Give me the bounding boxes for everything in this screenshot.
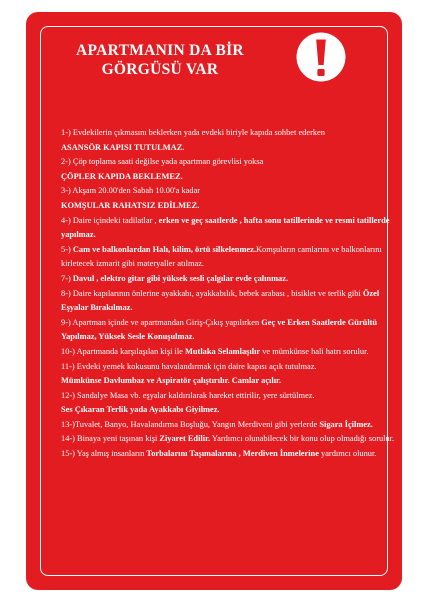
- rule-emphasis: ÇÖPLER KAPIDA BEKLEMEZ.: [61, 171, 183, 181]
- rule-text: Yardımcı olunabilecek bir konu olup olmadığı sorulur.: [210, 434, 395, 444]
- rule-item: [61, 432, 397, 447]
- rule-text: 2-) Çöp toplama saati değilse yada apartman görevlisi yoksa: [61, 157, 264, 167]
- rule-text: 11-) Evdeki yemek kokusunu havalandırmak için daire kapısı açık tutulmaz.: [61, 361, 317, 371]
- rule-text: Komşuların camlarını ve balkonlarını kirletecek izmarit gibi materyaller atılmaz.: [61, 244, 382, 269]
- rule-text: 9-) Apartman içinde ve apartmandan Giriş-Çıkış yapılırken: [61, 317, 262, 327]
- rule-item: [61, 389, 397, 418]
- rules-list: [61, 126, 397, 462]
- rule-item: [61, 447, 397, 462]
- rule-emphasis: KOMŞULAR RAHATSIZ EDİLMEZ.: [61, 200, 200, 210]
- sign-title-line2: GÖRGÜSÜ VAR: [101, 61, 219, 78]
- rule-text: 13-)Tuvalet, Banyo, Havalandırma Boşluğu, Yangın Merdiveni gibi yerlerde: [61, 419, 320, 429]
- rule-emphasis: Ses Çıkaran Terlik yada Ayakkabı Giyilmez.: [61, 405, 220, 415]
- rule-text: 7-): [61, 273, 73, 283]
- rule-emphasis: Geç ve Erken Saatlerde Gürültü Yapılmaz, Yüksek Sesle Konuşulmaz.: [61, 317, 378, 342]
- rule-emphasis: Sigara İçilmez.: [319, 419, 373, 429]
- rule-text: 15-) Yaş almış insanların: [61, 449, 147, 459]
- rule-text: yardımcı olunur.: [318, 449, 377, 459]
- sign-title: [50, 41, 270, 79]
- rule-text: 5-): [61, 244, 73, 254]
- rule-item: [61, 272, 397, 287]
- sign-title-line1: APARTMANIN DA BİR: [76, 42, 244, 59]
- rule-item: [61, 360, 397, 389]
- rule-emphasis: Mümkünse Davlumbaz ve Aspiratör çalıştırılır. Camlar açılır.: [61, 376, 282, 386]
- rule-item: [61, 287, 397, 316]
- exclamation-icon: [295, 29, 347, 85]
- rule-item: [61, 184, 397, 213]
- rule-text: 1-) Evdekilerin çıkmasını beklerken yada evdeki biriyle kapıda sohbet ederken: [61, 128, 325, 137]
- rule-emphasis: Ziyaret Edilir.: [159, 434, 211, 444]
- rule-emphasis: Davul , elektro gitar gibi yüksek sesli çalgılar evde çalınmaz.: [72, 273, 289, 283]
- rule-text: 12-) Sandalye Masa vb. eşyalar kaldırılarak hareket ettirilir, yere sürtülmez.: [61, 390, 315, 400]
- rule-item: [61, 418, 397, 433]
- rule-emphasis: Mutlaka Selamlaşılır: [184, 346, 261, 356]
- rule-item: [61, 155, 397, 184]
- rule-emphasis: Özel Eşyalar Bırakılmaz.: [61, 288, 380, 313]
- rule-item: [61, 243, 397, 272]
- rule-item: [61, 316, 397, 345]
- rule-text: 10-) Apartmanda karşılaşılan kişi ile: [61, 346, 185, 356]
- rule-text: 8-) Daire kapılarının önlerine ayakkabı, ayakkabılık, bebek arabası , bisiklet ve terlik gibi: [61, 288, 363, 298]
- rule-emphasis: ASANSÖR KAPISI TUTULMAZ.: [61, 142, 185, 152]
- rule-emphasis: Torbalarını Taşımalarına , Merdiven İnmelerine: [146, 449, 319, 459]
- rule-item: [61, 126, 397, 155]
- rule-item: [61, 345, 397, 360]
- rule-text: 14-) Binaya yeni taşınan kişi: [61, 434, 160, 444]
- rule-item: [61, 214, 397, 243]
- rule-emphasis: erken ve geç saatlerde , hafta sonu tatillerinde ve resmi tatillerde yapılmaz.: [61, 215, 390, 240]
- rule-emphasis: Cam ve balkonlardan Halı, kilim, örtü silkelenmez.: [72, 244, 256, 254]
- rule-text: 4-) Daire içindeki tadilatlar ,: [61, 215, 159, 225]
- rule-text: 3-) Akşam 20.00'den Sabah 10.00'a kadar: [61, 186, 201, 196]
- rule-text: ve mümkünse hali hatrı sorulur.: [260, 346, 369, 356]
